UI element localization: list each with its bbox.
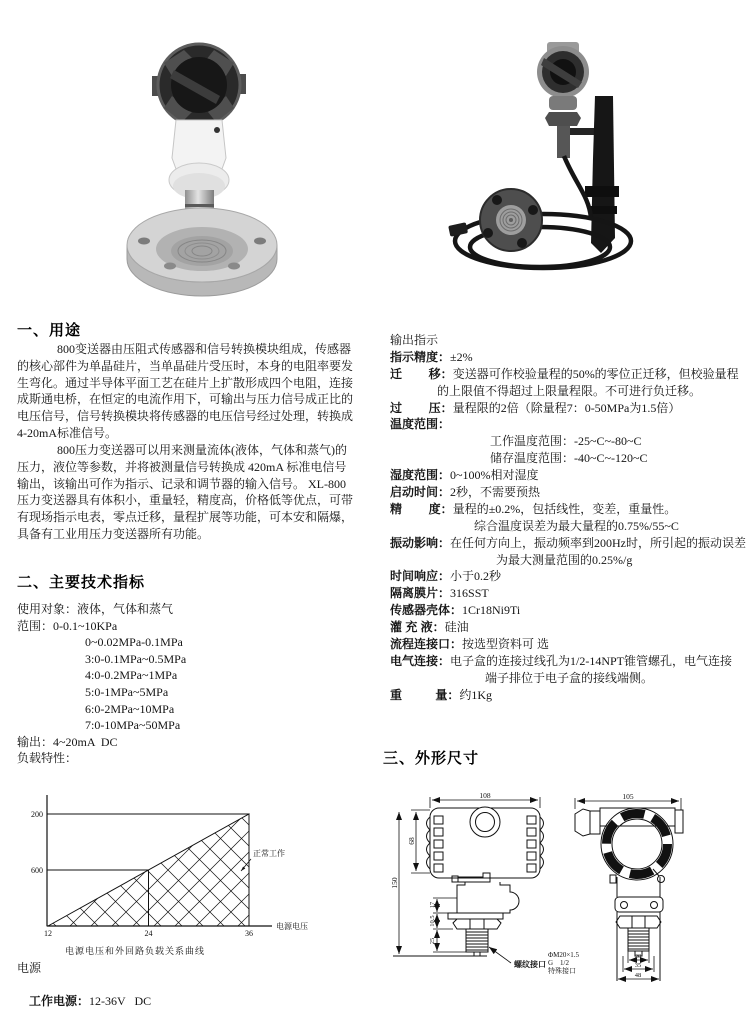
spec-line: 温度范围： — [390, 417, 451, 432]
spec-line: 综合温度误差为最大量程的0.75%/55~C — [474, 518, 679, 533]
x-tick-label: 12 — [44, 929, 52, 938]
spec-line: 灌 充 液：硅油 — [390, 620, 469, 635]
dim-108: 108 — [479, 791, 491, 800]
spec-line: 5:0-1MPa~5MPa — [85, 684, 169, 699]
spec-line: 精 度：量程的±0.2%，包括线性，变差，重量性。 — [390, 501, 677, 516]
transmitter-cap — [152, 44, 246, 126]
dimension-drawing-side — [573, 792, 693, 995]
spec-line: 传感器壳体：1Cr18Ni9Ti — [390, 603, 521, 618]
output-specs-list — [390, 332, 752, 704]
text-line: 生弯化。通过半导体平面工艺在硅片上扩散形成四个电阻，连接 — [17, 375, 354, 390]
x-tick-label: 36 — [245, 929, 253, 938]
spec-line: 振动影响：在任何方向上，振动频率到200Hz时，所引起的振动误差 — [390, 535, 747, 550]
product-photo-remote-seal-transmitter — [443, 38, 643, 288]
text-line: 电压信号，信号转换模块将传感器的电压信号经过处理，转换成 — [17, 409, 354, 424]
spec-line: 使用对象：液体，气体和蒸气 — [17, 602, 174, 616]
dim-48: 48 — [634, 972, 642, 979]
text-line: 具备有工业用压力变送器所有功能。 — [17, 526, 210, 541]
text-line: 有现场指示电表，零点迁移，量程扩展等功能，可本安和隔爆， — [17, 510, 354, 525]
power-supply-line — [17, 977, 151, 1024]
text-line: 的核心部件为单晶硅片，当单晶硅片受压时，本身的电阻率要发 — [17, 358, 354, 373]
spec-line: 负载特性： — [17, 751, 78, 766]
spec-line: 范围：0-0.1~10KPa — [17, 618, 118, 633]
dim-68: 68 — [407, 837, 416, 845]
dim-10-5: 10.5 — [429, 915, 436, 927]
power-supply-label: 工作电源： — [29, 994, 90, 1008]
dim-150: 150 — [390, 877, 399, 889]
text-line: 输出，该输出可作为指示、记录和调节器的输入信号。 XL-800 — [17, 476, 346, 491]
text-line: 4-20mA标准信号。 — [17, 425, 117, 440]
x-axis-label: 电源电压 — [276, 922, 308, 931]
spec-line: 指示精度：±2% — [390, 349, 473, 364]
dim-35: 35 — [634, 962, 642, 969]
x-tick-label: 24 — [144, 929, 153, 938]
spec-line: 输出指示 — [390, 333, 439, 347]
spec-line: 迁 移：变送器可作校验量程的50%的零位正迁移，但校验量程 — [390, 366, 739, 381]
spec-line: 重 量：约1Kg — [390, 687, 493, 702]
text-line: 成斯通电桥，在恒定的电流作用下，可输出与压力信号成正比的 — [17, 392, 354, 407]
text-line: 800变送器由压阻式传感器和信号转换模块组成，传感器 — [57, 342, 352, 356]
spec-line: 0~0.02MPa-0.1MPa — [85, 635, 183, 650]
tech-specs-list — [17, 601, 377, 767]
usage-paragraph-1 — [17, 341, 387, 442]
spec-line: 启动时间：2秒，不需要预热 — [390, 485, 541, 500]
y-tick-label: 200 — [31, 810, 43, 819]
dim-105: 105 — [622, 792, 634, 801]
transmitter-body — [169, 120, 229, 199]
spec-line: 湿度范围：0~100%相对湿度 — [390, 468, 539, 483]
text-line: 800压力变送器可以用来测量流体(液体，气体和蒸气)的 — [57, 443, 347, 457]
transmitter-head — [537, 42, 589, 158]
text-line: 压力变送器具有体积小，重量轻，精度高，价格低等优点，可带 — [17, 493, 354, 508]
spec-line: 时间响应：小于0.2秒 — [390, 569, 502, 584]
load-voltage-chart — [0, 786, 320, 942]
thread-port-label: 螺纹接口 — [514, 960, 546, 969]
spec-line: 4:0-0.2MPa~1MPa — [85, 668, 178, 683]
flange-disc — [127, 208, 277, 296]
section3-heading: 三、外形尺寸 — [383, 750, 480, 767]
spec-line: 3:0-0.1MPa~0.5MPa — [85, 651, 187, 666]
spec-line: 工作温度范围：-25~C~-80~C — [490, 434, 642, 449]
spec-line: 储存温度范围：-40~C~-120~C — [490, 451, 648, 466]
product-photo-flange-transmitter — [122, 38, 292, 300]
dimension-drawing-front — [385, 791, 595, 995]
spec-line: 7:0-10MPa~50MPa — [85, 718, 181, 733]
thread-spec-g12: G 1/2 — [548, 959, 569, 967]
spec-line: 的上限值不得超过上限量程限。不可进行负迁移。 — [437, 383, 702, 398]
side-view-outline — [575, 808, 683, 981]
thread-spec-special: 特殊接口 — [548, 967, 576, 975]
usage-paragraph-2 — [17, 442, 387, 543]
dim-17: 17 — [429, 901, 436, 909]
thread-spec-m20: ΦM20×1.5 — [548, 951, 580, 959]
dim-20: 20 — [634, 953, 642, 960]
spec-line: 过 压：量程限的2倍（除量程7：0-50MPa为1.5倍） — [390, 400, 681, 415]
power-supply-value: 12-36V DC — [89, 994, 152, 1008]
text-line: 压力，液位等参数，并将被测量信号转换成 420mA 标准电信号 — [17, 459, 347, 474]
y-tick-label: 600 — [31, 866, 43, 875]
spec-line: 电气连接：电子盒的连接过线孔为1/2-14NPT锥管螺孔，电气连接 — [390, 653, 733, 668]
dim-25: 25 — [429, 937, 436, 945]
power-title: 电源 — [17, 961, 42, 975]
region-annotation: 正常工作 — [253, 849, 285, 858]
section2-heading: 二、主要技术指标 — [17, 574, 146, 591]
chart-caption: 电源电压和外回路负载关系曲线 — [64, 946, 205, 956]
front-view-outline — [393, 807, 544, 956]
spec-line: 输出：4~20mA DC — [17, 734, 118, 749]
spec-line: 流程连接口：按选型资料可 选 — [390, 637, 550, 652]
spec-line: 端子排位于电子盒的接线端侧。 — [485, 670, 654, 685]
section1-heading: 一、用途 — [17, 322, 82, 339]
remote-seal-flange — [480, 189, 542, 251]
spec-line: 为最大测量范围的0.25%/g — [496, 552, 633, 567]
spec-line: 隔离膜片：316SST — [390, 586, 489, 601]
spec-line: 6:0-2MPa~10MPa — [85, 701, 175, 716]
